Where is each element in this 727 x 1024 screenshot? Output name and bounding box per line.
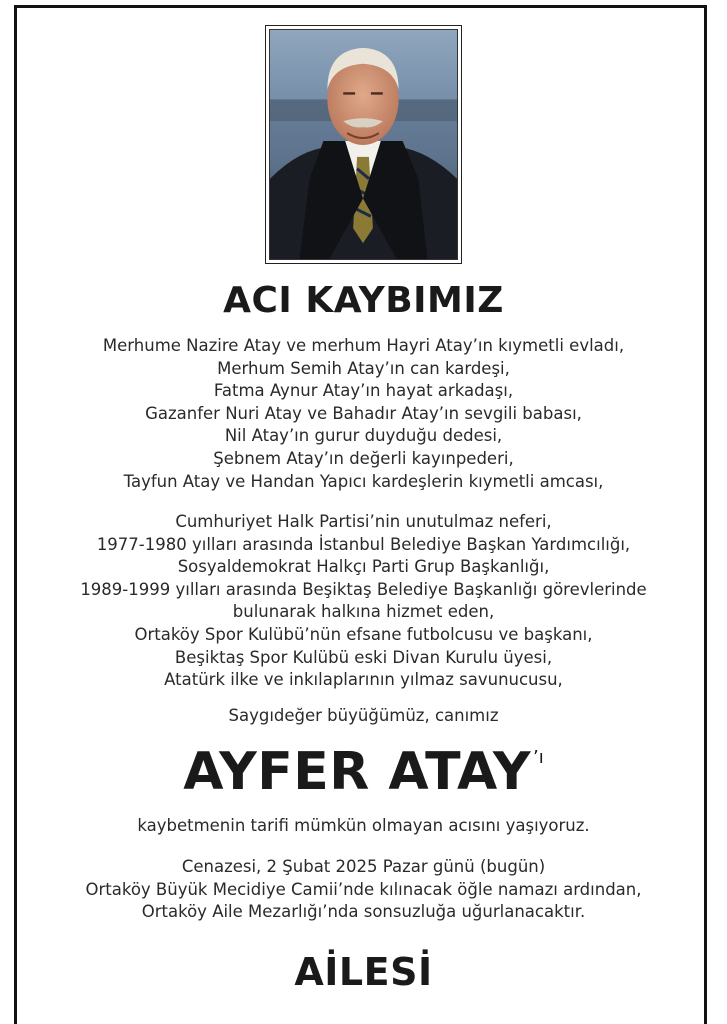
text-line: Sosyaldemokrat Halkçı Parti Grup Başkanlığı, xyxy=(177,557,550,577)
text-line: 1977-1980 yılları arasında İstanbul Belediye Başkan Yardımcılığı, xyxy=(96,534,631,554)
deceased-name-row xyxy=(0,742,727,802)
text-line: Cenazesi, 2 Şubat 2025 Pazar günü (bugün) xyxy=(181,857,546,876)
portrait-photo xyxy=(269,29,458,260)
page-title: ACI KAYBIMIZ xyxy=(223,280,504,321)
text-line: Merhum Semih Atay’ın can kardeşi, xyxy=(217,358,510,378)
text-line: Cumhuriyet Halk Partisi’nin unutulmaz neferi, xyxy=(175,512,552,531)
text-line: Atatürk ilke ve inkılaplarının yılmaz savunucusu, xyxy=(164,670,563,690)
text-line: Fatma Aynur Atay’ın hayat arkadaşı, xyxy=(213,381,514,401)
text-line: Merhume Nazire Atay ve merhum Hayri Atay’ın kıymetli evladı, xyxy=(102,336,625,355)
text-line: Ortaköy Spor Kulübü’nün efsane futbolcusu ve başkanı, xyxy=(134,624,593,644)
portrait-frame xyxy=(265,25,462,264)
text-line: Ortaköy Büyük Mecidiye Camii’nde kılınacak öğle namazı ardından, xyxy=(85,879,642,899)
funeral-info-block xyxy=(0,856,727,924)
family-signature: AİLESİ xyxy=(294,950,433,994)
deceased-name: AYFER ATAY xyxy=(183,742,531,802)
text-line: Beşiktaş Spor Kulübü eski Divan Kurulu üyesi, xyxy=(174,647,553,667)
text-line: bulunarak halkına hizmet eden, xyxy=(232,602,495,622)
text-line: Şebnem Atay’ın değerli kayınpederi, xyxy=(213,448,514,468)
text-line: 1989-1999 yılları arasında Beşiktaş Belediye Başkanlığı görevlerinde xyxy=(80,579,647,599)
text-line: Nil Atay’ın gurur duyduğu dedesi, xyxy=(224,426,503,446)
career-block xyxy=(0,511,727,692)
respect-line: Saygıdeğer büyüğümüz, canımız xyxy=(228,706,499,725)
family-relations-block xyxy=(0,335,727,493)
name-suffix: ’ı xyxy=(532,747,544,768)
text-line: Gazanfer Nuri Atay ve Bahadır Atay’ın sevgili babası, xyxy=(145,403,582,423)
grief-line: kaybetmenin tarifi mümkün olmayan acısını yaşıyoruz. xyxy=(137,816,590,835)
text-line: Tayfun Atay ve Handan Yapıcı kardeşlerin kıymetli amcası, xyxy=(123,471,604,491)
text-line: Ortaköy Aile Mezarlığı’nda sonsuzluğa uğurlanacaktır. xyxy=(141,902,586,922)
